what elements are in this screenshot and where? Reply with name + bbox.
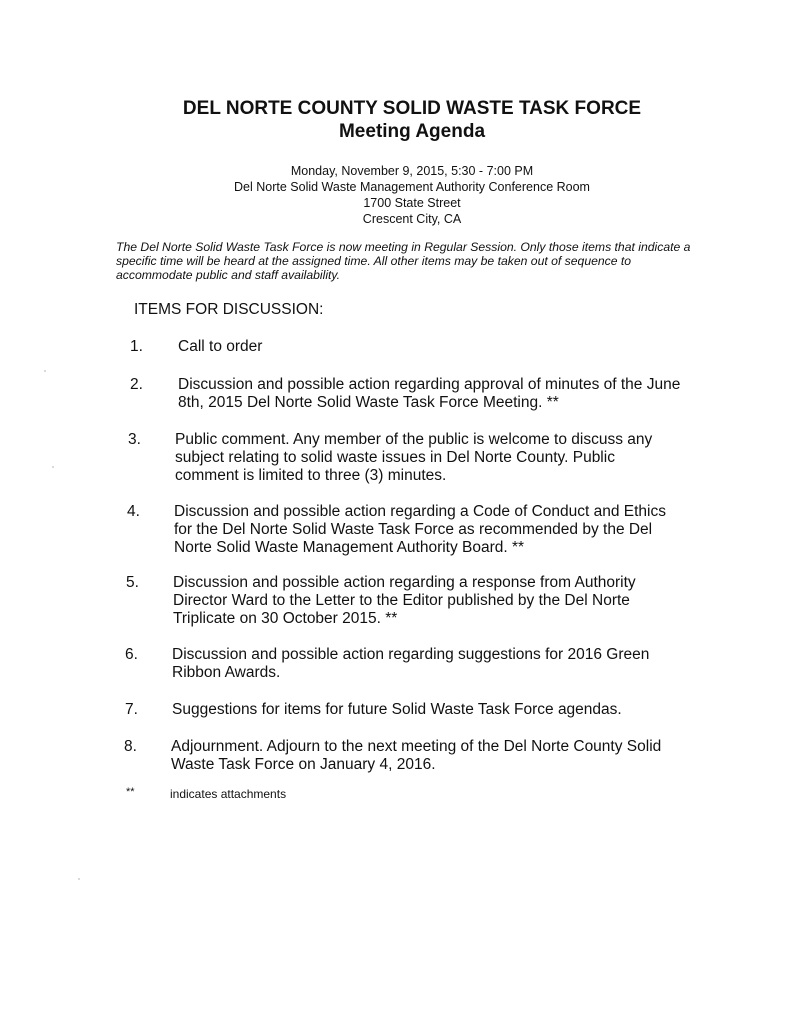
section-heading: ITEMS FOR DISCUSSION:	[134, 301, 324, 318]
meeting-date-time: Monday, November 9, 2015, 5:30 - 7:00 PM	[290, 164, 534, 178]
document-title: DEL NORTE COUNTY SOLID WASTE TASK FORCE	[182, 98, 642, 119]
scan-speck	[52, 466, 54, 468]
footnote-mark: **	[126, 786, 135, 798]
item-text: Call to order	[178, 338, 263, 355]
session-notice: The Del Norte Solid Waste Task Force is now meeting in Regular Session. Only those items that indicate a specific time will be heard at the assigned time. All other items may be taken out of sequence to accommodate public and staff availability.	[116, 240, 691, 282]
item-number: 6.	[125, 646, 138, 663]
item-number: 4.	[127, 503, 140, 520]
item-text: Public comment. Any member of the public is welcome to discuss any subject relating to solid waste issues in Del Norte County. Public comment is limited to three (3) minutes.	[175, 431, 653, 484]
item-text: Discussion and possible action regarding a response from Authority Director Ward to the Letter to the Editor published by the Del Norte Triplicate on 30 October 2015. **	[173, 574, 636, 627]
item-text: Discussion and possible action regarding approval of minutes of the June 8th, 2015 Del Norte Solid Waste Task Force Meeting. **	[178, 376, 681, 411]
document-subtitle: Meeting Agenda	[338, 121, 486, 142]
item-number: 1.	[130, 338, 143, 355]
item-number: 7.	[125, 701, 138, 718]
item-number: 3.	[128, 431, 141, 448]
scan-speck	[78, 878, 80, 880]
item-text: Discussion and possible action regarding a Code of Conduct and Ethics for the Del Norte Solid Waste Task Force as recommended by the Del Norte Solid Waste Management Authority Board. **	[174, 503, 666, 556]
item-number: 5.	[126, 574, 139, 591]
item-text: Suggestions for items for future Solid Waste Task Force agendas.	[172, 701, 622, 718]
item-text: Adjournment. Adjourn to the next meeting of the Del Norte County Solid Waste Task Force on January 4, 2016.	[171, 738, 662, 773]
item-text: Discussion and possible action regarding suggestions for 2016 Green Ribbon Awards.	[172, 646, 650, 681]
scan-speck	[44, 370, 46, 372]
footnote-text: indicates attachments	[170, 787, 287, 801]
meeting-street: 1700 State Street	[363, 196, 461, 210]
meeting-info	[12, 163, 800, 227]
item-number: 8.	[124, 738, 137, 755]
item-number: 2.	[130, 376, 143, 393]
meeting-city: Crescent City, CA	[362, 212, 462, 226]
meeting-location: Del Norte Solid Waste Management Authority Conference Room	[234, 180, 590, 194]
